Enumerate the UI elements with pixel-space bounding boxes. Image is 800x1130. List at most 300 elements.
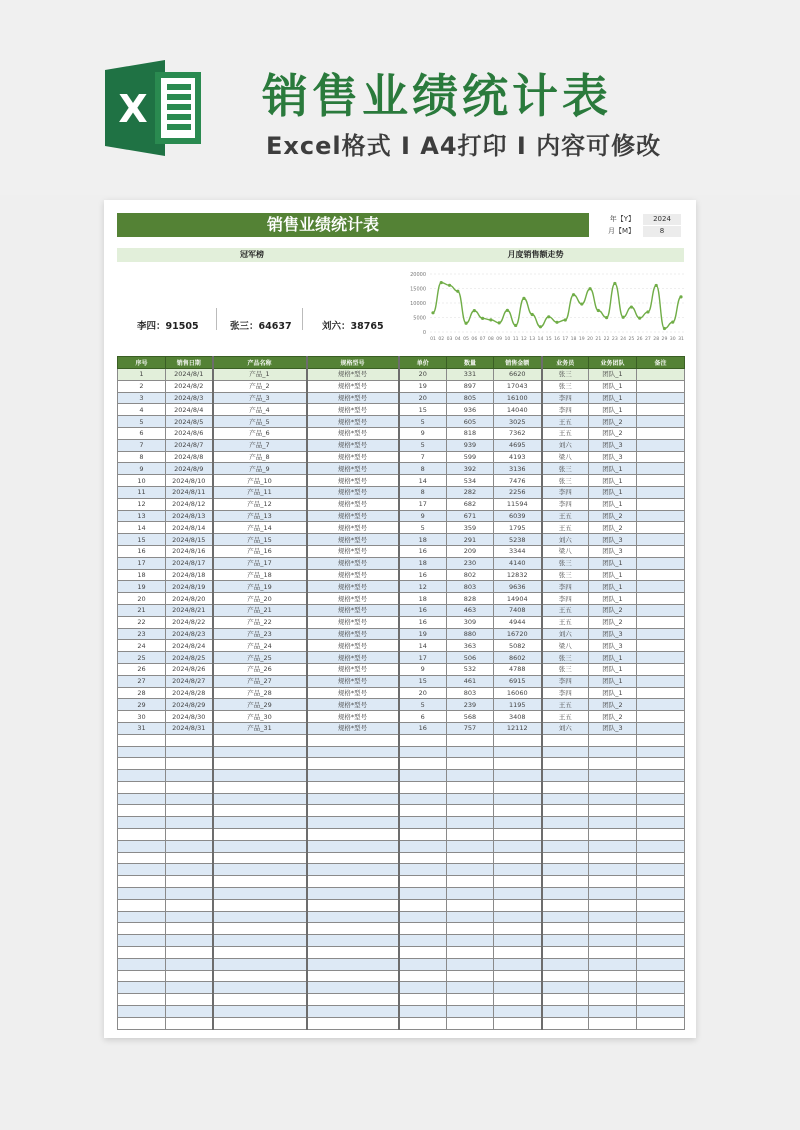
table-cell[interactable] [166, 734, 213, 746]
table-cell[interactable] [447, 935, 494, 947]
table-cell[interactable] [589, 781, 637, 793]
table-cell[interactable]: 4140 [494, 557, 542, 569]
table-cell[interactable] [399, 899, 447, 911]
table-cell[interactable] [589, 876, 637, 888]
table-cell[interactable]: 王五 [542, 604, 589, 616]
table-cell[interactable] [307, 758, 399, 770]
column-header[interactable]: 单价 [399, 357, 447, 369]
table-cell[interactable] [118, 911, 166, 923]
table-cell[interactable]: 880 [447, 628, 494, 640]
table-cell[interactable] [399, 864, 447, 876]
table-cell[interactable] [166, 899, 213, 911]
table-cell[interactable]: 产品_2 [213, 380, 307, 392]
table-cell[interactable] [399, 947, 447, 959]
table-cell[interactable] [213, 935, 307, 947]
table-cell[interactable] [637, 604, 685, 616]
table-cell[interactable] [637, 746, 685, 758]
table-cell[interactable] [166, 864, 213, 876]
table-cell[interactable] [589, 1006, 637, 1018]
table-cell[interactable]: 规格*型号 [307, 392, 399, 404]
table-cell[interactable] [166, 923, 213, 935]
table-cell[interactable]: 9 [399, 510, 447, 522]
table-cell[interactable] [166, 793, 213, 805]
table-cell[interactable] [637, 840, 685, 852]
data-point[interactable] [448, 284, 451, 287]
table-cell[interactable]: 6039 [494, 510, 542, 522]
table-cell[interactable]: 张三 [542, 569, 589, 581]
table-cell[interactable] [637, 427, 685, 439]
data-point[interactable] [431, 311, 434, 314]
table-cell[interactable]: 团队_1 [589, 498, 637, 510]
table-cell[interactable]: 14 [118, 522, 166, 534]
column-header[interactable]: 业务团队 [589, 357, 637, 369]
table-cell[interactable]: 规格*型号 [307, 557, 399, 569]
data-point[interactable] [522, 297, 525, 300]
table-cell[interactable]: 李四 [542, 404, 589, 416]
table-cell[interactable]: 23 [118, 628, 166, 640]
table-cell[interactable]: 团队_3 [589, 534, 637, 546]
table-cell[interactable]: 规格*型号 [307, 593, 399, 605]
table-cell[interactable] [447, 982, 494, 994]
table-cell[interactable]: 产品_7 [213, 439, 307, 451]
data-point[interactable] [613, 282, 616, 285]
table-cell[interactable] [589, 746, 637, 758]
table-cell[interactable]: 王五 [542, 427, 589, 439]
table-cell[interactable]: 230 [447, 557, 494, 569]
table-cell[interactable]: 13 [118, 510, 166, 522]
table-cell[interactable] [213, 793, 307, 805]
table-cell[interactable] [166, 805, 213, 817]
table-cell[interactable]: 7 [118, 439, 166, 451]
table-cell[interactable] [307, 770, 399, 782]
table-cell[interactable] [213, 829, 307, 841]
table-cell[interactable]: 2024/8/1 [166, 369, 213, 381]
table-cell[interactable] [118, 829, 166, 841]
table-cell[interactable]: 17 [399, 652, 447, 664]
table-cell[interactable] [447, 852, 494, 864]
table-cell[interactable]: 4695 [494, 439, 542, 451]
data-point[interactable] [588, 287, 591, 290]
table-cell[interactable]: 2024/8/11 [166, 486, 213, 498]
table-cell[interactable]: 2024/8/18 [166, 569, 213, 581]
table-cell[interactable]: 产品_20 [213, 593, 307, 605]
data-point[interactable] [547, 315, 550, 318]
table-cell[interactable]: 2024/8/22 [166, 616, 213, 628]
table-cell[interactable]: 梁八 [542, 545, 589, 557]
table-cell[interactable]: 599 [447, 451, 494, 463]
table-cell[interactable]: 16 [399, 604, 447, 616]
table-cell[interactable] [447, 923, 494, 935]
table-cell[interactable]: 2024/8/10 [166, 475, 213, 487]
table-cell[interactable] [399, 935, 447, 947]
table-cell[interactable] [307, 864, 399, 876]
table-cell[interactable] [213, 770, 307, 782]
table-cell[interactable] [118, 817, 166, 829]
table-cell[interactable]: 规格*型号 [307, 522, 399, 534]
table-cell[interactable] [213, 817, 307, 829]
table-cell[interactable] [118, 935, 166, 947]
table-cell[interactable]: 16100 [494, 392, 542, 404]
table-cell[interactable] [637, 486, 685, 498]
table-cell[interactable] [637, 947, 685, 959]
table-cell[interactable]: 5238 [494, 534, 542, 546]
table-cell[interactable]: 产品_25 [213, 652, 307, 664]
table-cell[interactable]: 梁八 [542, 451, 589, 463]
table-cell[interactable] [542, 852, 589, 864]
table-cell[interactable]: 16060 [494, 687, 542, 699]
table-cell[interactable]: 2024/8/26 [166, 663, 213, 675]
table-cell[interactable]: 10 [118, 475, 166, 487]
table-cell[interactable]: 2 [118, 380, 166, 392]
table-cell[interactable] [637, 628, 685, 640]
table-cell[interactable]: 规格*型号 [307, 663, 399, 675]
table-cell[interactable] [637, 994, 685, 1006]
month-input[interactable]: 8 [643, 226, 681, 237]
table-cell[interactable] [494, 805, 542, 817]
table-cell[interactable]: 7362 [494, 427, 542, 439]
table-cell[interactable] [166, 840, 213, 852]
table-cell[interactable]: 产品_24 [213, 640, 307, 652]
table-cell[interactable]: 团队_3 [589, 628, 637, 640]
data-point[interactable] [580, 302, 583, 305]
table-cell[interactable] [637, 675, 685, 687]
table-cell[interactable]: 20 [118, 593, 166, 605]
table-cell[interactable] [589, 793, 637, 805]
table-cell[interactable] [399, 911, 447, 923]
table-cell[interactable]: 14040 [494, 404, 542, 416]
data-point[interactable] [506, 309, 509, 312]
table-cell[interactable] [213, 734, 307, 746]
table-cell[interactable] [213, 805, 307, 817]
table-cell[interactable]: 14904 [494, 593, 542, 605]
table-cell[interactable]: 团队_1 [589, 369, 637, 381]
table-cell[interactable] [447, 899, 494, 911]
table-cell[interactable]: 李四 [542, 392, 589, 404]
table-cell[interactable] [399, 840, 447, 852]
table-cell[interactable]: 2024/8/21 [166, 604, 213, 616]
table-cell[interactable]: 21 [118, 604, 166, 616]
table-cell[interactable]: 产品_21 [213, 604, 307, 616]
table-cell[interactable]: 王五 [542, 510, 589, 522]
table-cell[interactable] [213, 911, 307, 923]
table-cell[interactable]: 张三 [542, 463, 589, 475]
table-cell[interactable] [307, 947, 399, 959]
table-cell[interactable]: 规格*型号 [307, 380, 399, 392]
table-cell[interactable] [447, 746, 494, 758]
table-cell[interactable]: 16 [399, 569, 447, 581]
table-cell[interactable] [399, 852, 447, 864]
table-cell[interactable]: 团队_2 [589, 699, 637, 711]
table-cell[interactable] [213, 888, 307, 900]
table-cell[interactable] [213, 1017, 307, 1029]
table-cell[interactable] [307, 805, 399, 817]
table-cell[interactable] [637, 982, 685, 994]
table-cell[interactable]: 20 [399, 369, 447, 381]
table-cell[interactable]: 6915 [494, 675, 542, 687]
data-point[interactable] [572, 293, 575, 296]
table-cell[interactable]: 8 [399, 463, 447, 475]
table-cell[interactable] [637, 569, 685, 581]
table-cell[interactable] [637, 475, 685, 487]
table-cell[interactable]: 李四 [542, 593, 589, 605]
table-cell[interactable] [213, 746, 307, 758]
data-point[interactable] [605, 316, 608, 319]
table-cell[interactable]: 产品_8 [213, 451, 307, 463]
data-point[interactable] [622, 316, 625, 319]
table-cell[interactable]: 2024/8/4 [166, 404, 213, 416]
column-header[interactable]: 序号 [118, 357, 166, 369]
table-cell[interactable] [118, 793, 166, 805]
table-cell[interactable]: 9636 [494, 581, 542, 593]
table-cell[interactable]: 18 [399, 534, 447, 546]
table-cell[interactable]: 506 [447, 652, 494, 664]
table-cell[interactable] [447, 958, 494, 970]
table-cell[interactable]: 2024/8/20 [166, 593, 213, 605]
table-cell[interactable]: 2024/8/30 [166, 711, 213, 723]
data-point[interactable] [498, 321, 501, 324]
table-cell[interactable]: 规格*型号 [307, 569, 399, 581]
table-cell[interactable] [494, 1006, 542, 1018]
table-cell[interactable] [166, 935, 213, 947]
table-cell[interactable]: 331 [447, 369, 494, 381]
table-cell[interactable]: 规格*型号 [307, 687, 399, 699]
table-cell[interactable]: 刘六 [542, 534, 589, 546]
data-point[interactable] [630, 305, 633, 308]
table-cell[interactable] [589, 817, 637, 829]
table-cell[interactable]: 8 [118, 451, 166, 463]
table-cell[interactable] [589, 911, 637, 923]
table-cell[interactable] [542, 781, 589, 793]
table-cell[interactable] [589, 923, 637, 935]
table-cell[interactable] [589, 864, 637, 876]
table-cell[interactable]: 团队_3 [589, 722, 637, 734]
table-cell[interactable] [637, 404, 685, 416]
table-cell[interactable] [399, 781, 447, 793]
table-cell[interactable] [118, 947, 166, 959]
table-cell[interactable]: 产品_18 [213, 569, 307, 581]
table-cell[interactable]: 团队_2 [589, 522, 637, 534]
table-cell[interactable] [637, 616, 685, 628]
table-cell[interactable]: 3408 [494, 711, 542, 723]
table-cell[interactable] [637, 557, 685, 569]
table-cell[interactable] [637, 758, 685, 770]
table-cell[interactable] [447, 911, 494, 923]
table-cell[interactable]: 团队_1 [589, 593, 637, 605]
table-cell[interactable] [542, 864, 589, 876]
table-cell[interactable]: 4 [118, 404, 166, 416]
table-cell[interactable]: 5082 [494, 640, 542, 652]
table-cell[interactable]: 19 [399, 380, 447, 392]
table-cell[interactable]: 29 [118, 699, 166, 711]
table-cell[interactable]: 15 [118, 534, 166, 546]
table-cell[interactable] [637, 545, 685, 557]
table-cell[interactable]: 5 [399, 439, 447, 451]
table-cell[interactable]: 产品_23 [213, 628, 307, 640]
table-cell[interactable] [399, 1006, 447, 1018]
table-cell[interactable] [213, 982, 307, 994]
table-cell[interactable]: 2256 [494, 486, 542, 498]
table-cell[interactable] [637, 463, 685, 475]
table-cell[interactable]: 671 [447, 510, 494, 522]
data-point[interactable] [597, 309, 600, 312]
table-cell[interactable] [447, 1017, 494, 1029]
table-cell[interactable] [589, 829, 637, 841]
table-cell[interactable]: 团队_1 [589, 663, 637, 675]
table-cell[interactable]: 梁八 [542, 640, 589, 652]
table-cell[interactable]: 规格*型号 [307, 451, 399, 463]
table-cell[interactable]: 规格*型号 [307, 416, 399, 428]
data-point[interactable] [464, 322, 467, 325]
data-point[interactable] [440, 281, 443, 284]
table-cell[interactable]: 刘六 [542, 722, 589, 734]
table-cell[interactable] [542, 840, 589, 852]
table-cell[interactable] [589, 982, 637, 994]
table-cell[interactable]: 9 [399, 663, 447, 675]
table-cell[interactable]: 2024/8/7 [166, 439, 213, 451]
table-cell[interactable]: 18 [118, 569, 166, 581]
table-cell[interactable] [399, 758, 447, 770]
table-cell[interactable] [118, 734, 166, 746]
table-cell[interactable] [637, 1017, 685, 1029]
table-cell[interactable]: 6 [399, 711, 447, 723]
table-cell[interactable]: 239 [447, 699, 494, 711]
table-cell[interactable]: 规格*型号 [307, 369, 399, 381]
table-cell[interactable] [494, 899, 542, 911]
table-cell[interactable]: 2024/8/25 [166, 652, 213, 664]
table-cell[interactable]: 14 [399, 475, 447, 487]
table-cell[interactable]: 939 [447, 439, 494, 451]
table-cell[interactable]: 282 [447, 486, 494, 498]
table-cell[interactable]: 规格*型号 [307, 711, 399, 723]
data-point[interactable] [679, 295, 682, 298]
table-cell[interactable] [213, 852, 307, 864]
table-cell[interactable]: 2024/8/8 [166, 451, 213, 463]
table-cell[interactable] [447, 947, 494, 959]
table-cell[interactable] [399, 1017, 447, 1029]
column-header[interactable]: 销售金额 [494, 357, 542, 369]
table-cell[interactable] [542, 923, 589, 935]
table-cell[interactable] [637, 534, 685, 546]
table-cell[interactable]: 5 [399, 699, 447, 711]
data-point[interactable] [655, 284, 658, 287]
table-cell[interactable] [637, 380, 685, 392]
table-cell[interactable]: 产品_30 [213, 711, 307, 723]
table-cell[interactable] [307, 840, 399, 852]
table-cell[interactable]: 规格*型号 [307, 652, 399, 664]
table-cell[interactable]: 7476 [494, 475, 542, 487]
table-cell[interactable]: 7408 [494, 604, 542, 616]
data-point[interactable] [514, 324, 517, 327]
table-cell[interactable]: 产品_17 [213, 557, 307, 569]
table-cell[interactable] [118, 770, 166, 782]
table-cell[interactable] [118, 888, 166, 900]
table-cell[interactable]: 15 [399, 675, 447, 687]
table-cell[interactable] [637, 770, 685, 782]
table-cell[interactable]: 团队_1 [589, 557, 637, 569]
table-cell[interactable] [589, 947, 637, 959]
table-cell[interactable]: 规格*型号 [307, 498, 399, 510]
table-cell[interactable] [118, 899, 166, 911]
table-cell[interactable] [589, 840, 637, 852]
table-cell[interactable]: 9 [118, 463, 166, 475]
table-cell[interactable]: 19 [118, 581, 166, 593]
data-point[interactable] [638, 317, 641, 320]
table-cell[interactable] [166, 817, 213, 829]
table-cell[interactable]: 规格*型号 [307, 628, 399, 640]
table-cell[interactable]: 17 [399, 498, 447, 510]
table-cell[interactable] [589, 899, 637, 911]
table-cell[interactable]: 团队_1 [589, 687, 637, 699]
data-point[interactable] [531, 313, 534, 316]
data-point[interactable] [663, 327, 666, 330]
table-cell[interactable]: 2024/8/9 [166, 463, 213, 475]
table-cell[interactable]: 规格*型号 [307, 439, 399, 451]
table-cell[interactable]: 王五 [542, 522, 589, 534]
table-cell[interactable]: 14 [399, 640, 447, 652]
table-cell[interactable] [494, 958, 542, 970]
table-cell[interactable]: 20 [399, 392, 447, 404]
table-cell[interactable]: 规格*型号 [307, 463, 399, 475]
table-cell[interactable]: 18 [399, 593, 447, 605]
table-cell[interactable] [213, 840, 307, 852]
table-cell[interactable] [447, 1006, 494, 1018]
data-point[interactable] [555, 321, 558, 324]
table-cell[interactable] [637, 663, 685, 675]
table-cell[interactable] [637, 687, 685, 699]
table-cell[interactable] [542, 770, 589, 782]
table-cell[interactable] [494, 876, 542, 888]
table-cell[interactable]: 9 [399, 427, 447, 439]
table-cell[interactable] [494, 746, 542, 758]
table-cell[interactable] [589, 758, 637, 770]
table-cell[interactable] [494, 1017, 542, 1029]
table-cell[interactable]: 团队_2 [589, 616, 637, 628]
table-cell[interactable]: 309 [447, 616, 494, 628]
table-cell[interactable]: 2024/8/3 [166, 392, 213, 404]
data-point[interactable] [456, 290, 459, 293]
table-cell[interactable]: 16 [399, 616, 447, 628]
table-cell[interactable] [399, 817, 447, 829]
table-cell[interactable] [542, 734, 589, 746]
table-cell[interactable]: 产品_15 [213, 534, 307, 546]
table-cell[interactable]: 803 [447, 687, 494, 699]
table-cell[interactable]: 王五 [542, 616, 589, 628]
table-cell[interactable]: 团队_1 [589, 463, 637, 475]
table-cell[interactable]: 20 [399, 687, 447, 699]
table-cell[interactable]: 规格*型号 [307, 545, 399, 557]
table-cell[interactable]: 3344 [494, 545, 542, 557]
table-cell[interactable] [447, 829, 494, 841]
table-cell[interactable] [542, 805, 589, 817]
table-cell[interactable]: 团队_2 [589, 510, 637, 522]
table-cell[interactable] [637, 416, 685, 428]
table-cell[interactable]: 27 [118, 675, 166, 687]
table-cell[interactable] [166, 852, 213, 864]
table-cell[interactable]: 897 [447, 380, 494, 392]
table-cell[interactable] [542, 970, 589, 982]
table-cell[interactable] [307, 970, 399, 982]
table-cell[interactable] [213, 864, 307, 876]
table-cell[interactable]: 28 [118, 687, 166, 699]
table-cell[interactable]: 6620 [494, 369, 542, 381]
table-cell[interactable] [637, 970, 685, 982]
table-cell[interactable] [447, 758, 494, 770]
table-cell[interactable]: 王五 [542, 416, 589, 428]
table-cell[interactable]: 2024/8/13 [166, 510, 213, 522]
column-header[interactable]: 备注 [637, 357, 685, 369]
table-cell[interactable]: 2024/8/23 [166, 628, 213, 640]
table-cell[interactable] [166, 888, 213, 900]
